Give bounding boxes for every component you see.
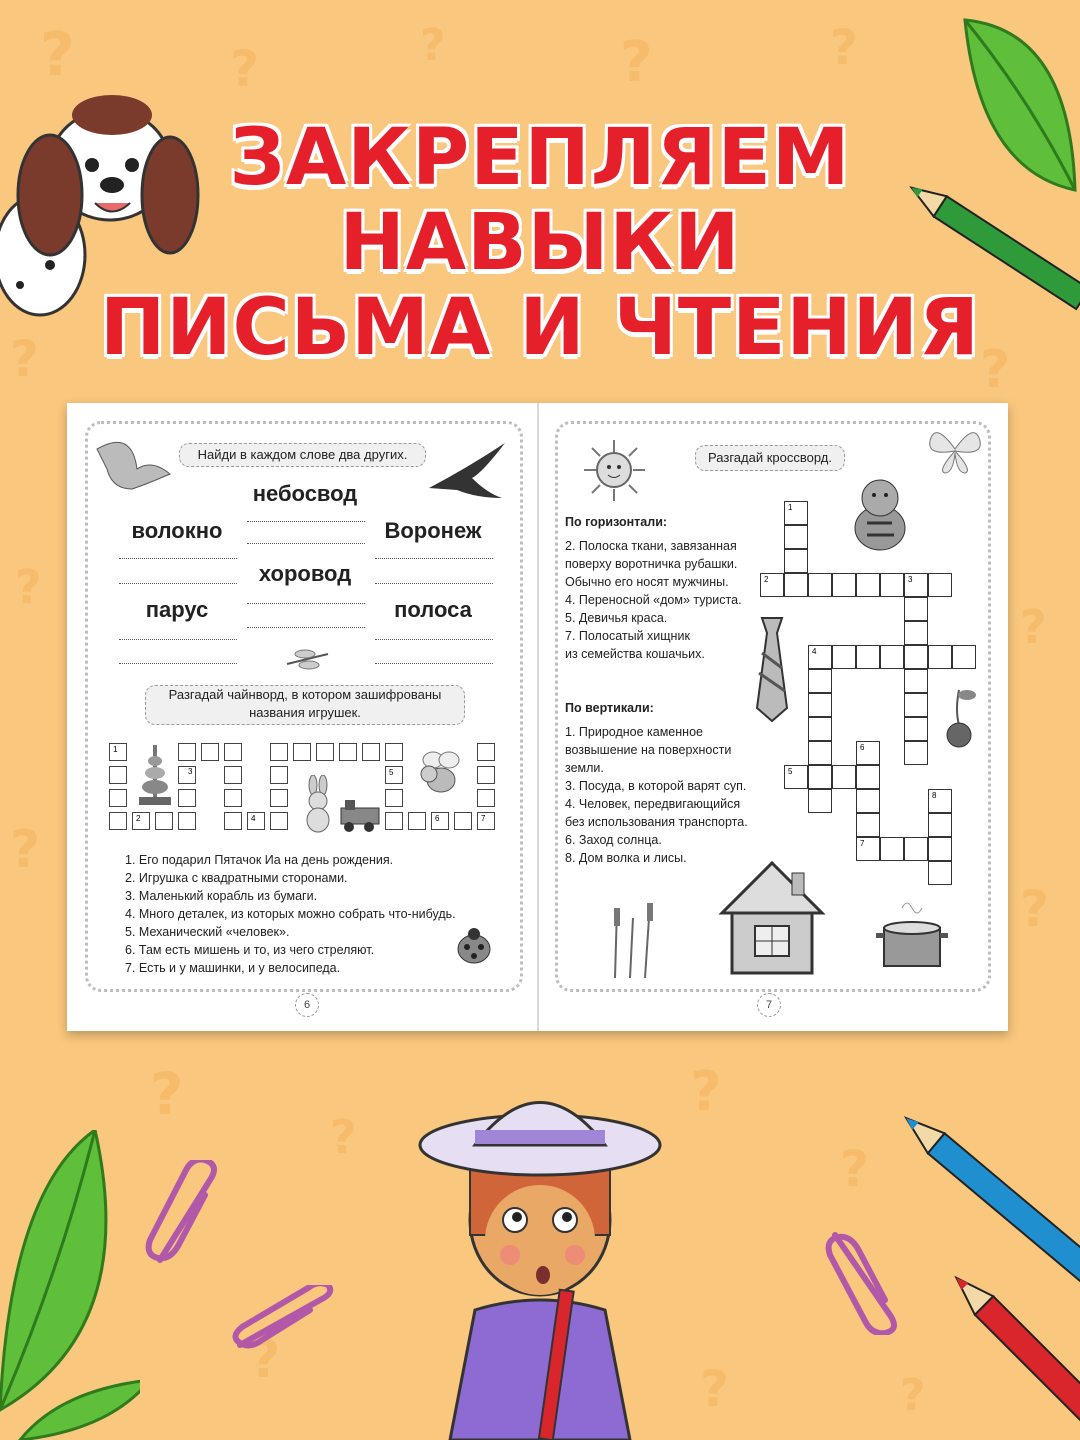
clue-line: 4. Человек, передвигающийся: [565, 797, 741, 811]
crossword-cell[interactable]: [808, 669, 832, 693]
headline-line-1: ЗАКРЕПЛЯЕМ: [229, 113, 851, 203]
cherry-icon: [937, 685, 977, 750]
chainword-cell[interactable]: 6: [431, 812, 449, 830]
question-mark-icon: ?: [40, 20, 75, 90]
headline-line-2: НАВЫКИ: [339, 198, 741, 288]
house-icon: [717, 858, 827, 978]
crossword-cell[interactable]: [856, 573, 880, 597]
answer-line: [247, 543, 365, 544]
question-mark-icon: ?: [10, 820, 41, 880]
girl-illustration: [415, 1070, 665, 1440]
chainword-cell[interactable]: [477, 789, 495, 807]
answer-line: [119, 639, 237, 640]
chainword-cell[interactable]: 2: [132, 812, 150, 830]
butterfly-icon: [925, 421, 985, 476]
clue-line: 6. Там есть мишень и то, из чего стреляют.: [125, 943, 375, 957]
question-mark-icon: ?: [620, 30, 653, 95]
question-mark-icon: ?: [420, 20, 446, 71]
crossword-cell[interactable]: [928, 837, 952, 861]
chainword-cell[interactable]: 5: [385, 766, 403, 784]
chainword-cell[interactable]: [385, 789, 403, 807]
crossword-cell[interactable]: [832, 573, 856, 597]
chainword-cell[interactable]: [362, 743, 380, 761]
chainword-cell[interactable]: [109, 789, 127, 807]
clue-line: из семейства кошачьих.: [565, 647, 705, 661]
crossword-cell[interactable]: [880, 573, 904, 597]
swallow-icon: [427, 438, 507, 508]
paperclip-icon: [140, 1160, 230, 1270]
chainword-cell[interactable]: [224, 789, 242, 807]
crossword-cell[interactable]: 4: [808, 645, 832, 669]
page-number: 7: [757, 993, 781, 1017]
bunny-toy-icon: [303, 775, 333, 833]
word-item: волокно: [131, 518, 223, 543]
crossword-cell[interactable]: [928, 645, 952, 669]
chainword-cell[interactable]: [270, 766, 288, 784]
crossword-cell[interactable]: [808, 693, 832, 717]
question-mark-icon: ?: [250, 1330, 281, 1390]
page-number: 6: [295, 993, 319, 1017]
answer-line: [375, 663, 493, 664]
chainword-cell[interactable]: 4: [247, 812, 265, 830]
crossword-cell[interactable]: 3: [904, 573, 928, 597]
task-crossword: Разгадай кроссворд.: [695, 445, 845, 471]
crossword-cell[interactable]: [904, 837, 928, 861]
clue-line: земли.: [565, 761, 604, 775]
task-find-words: Найди в каждом слове два других.: [179, 443, 426, 467]
pencil-red: [950, 1260, 1080, 1440]
pyramid-toy-icon: [137, 743, 173, 809]
question-mark-icon: ?: [15, 560, 42, 614]
answer-line: [119, 663, 237, 664]
chainword-cell[interactable]: [224, 743, 242, 761]
question-mark-icon: ?: [1020, 600, 1047, 654]
clue-line: 1. Природное каменное: [565, 725, 703, 739]
reeds-icon: [605, 898, 660, 978]
leaf-bottom-left: [0, 1130, 140, 1440]
question-mark-icon: ?: [690, 1060, 722, 1123]
crossword-cell[interactable]: 6: [856, 741, 880, 765]
answer-line: [247, 603, 365, 604]
pot-icon: [872, 893, 952, 973]
tie-icon: [747, 613, 792, 723]
crossword-cell[interactable]: 1: [784, 501, 808, 525]
chainword-cell[interactable]: [178, 789, 196, 807]
crossword-cell[interactable]: [808, 765, 832, 789]
book-spine: [537, 403, 539, 1031]
chainword-cell[interactable]: [316, 743, 334, 761]
clue-line: 2. Полоска ткани, завязанная: [565, 539, 737, 553]
crossword-cell[interactable]: [880, 645, 904, 669]
word-item: парус: [145, 597, 209, 622]
clue-line: Обычно его носят мужчины.: [565, 575, 729, 589]
clue-line: поверху воротничка рубашки.: [565, 557, 738, 571]
crossword-cell[interactable]: [856, 813, 880, 837]
clue-line: 3. Маленький корабль из бумаги.: [125, 889, 318, 903]
chainword-cell[interactable]: [178, 743, 196, 761]
vertical-title: По вертикали:: [565, 701, 654, 715]
chainword-cell[interactable]: [155, 812, 173, 830]
clue-line: 5. Девичья краса.: [565, 611, 668, 625]
crossword-cell[interactable]: [952, 645, 976, 669]
chainword-cell[interactable]: [477, 766, 495, 784]
clue-line: 7. Есть и у машинки, и у велосипеда.: [125, 961, 341, 975]
word-item: небосвод: [252, 481, 358, 506]
bee-toy-icon: [415, 748, 467, 800]
chainword-cell[interactable]: [408, 812, 426, 830]
chainword-cell[interactable]: [270, 812, 288, 830]
chainword-cell[interactable]: [293, 743, 311, 761]
headline-line-3: ПИСЬМА И ЧТЕНИЯ: [100, 283, 980, 373]
answer-line: [119, 558, 237, 559]
word-item: полоса: [394, 597, 472, 622]
clue-line: 6. Заход солнца.: [565, 833, 662, 847]
crossword-cell[interactable]: [832, 645, 856, 669]
crossword-cell[interactable]: [856, 645, 880, 669]
crossword-cell[interactable]: [808, 789, 832, 813]
paperclip-icon: [230, 1285, 340, 1355]
chainword-cell[interactable]: [109, 812, 127, 830]
crossword-cell[interactable]: [856, 765, 880, 789]
crossword-cell[interactable]: [904, 693, 928, 717]
clue-line: 1. Его подарил Пятачок Иа на день рождения.: [125, 853, 394, 867]
chainword-cell[interactable]: [109, 766, 127, 784]
chainword-cell[interactable]: [339, 743, 357, 761]
clue-line: 4. Переносной «дом» туриста.: [565, 593, 742, 607]
horizontal-title: По горизонтали:: [565, 515, 668, 529]
word-item: Воронеж: [384, 518, 482, 543]
clue-line: 2. Игрушка с квадратными сторонами.: [125, 871, 348, 885]
paperclip-icon: [820, 1225, 910, 1335]
clue-line: 3. Посуда, в которой варят суп.: [565, 779, 747, 793]
task-chainword: [145, 685, 465, 725]
task-chainword-line-1: Разгадай чайнворд, в котором зашифрованы: [168, 687, 442, 702]
crossword-cell[interactable]: 2: [760, 573, 784, 597]
chainword-cell[interactable]: 3: [188, 767, 193, 776]
chainword-cell[interactable]: [477, 743, 495, 761]
chainword-cell[interactable]: 1: [109, 743, 127, 761]
crossword-cell[interactable]: [808, 741, 832, 765]
question-mark-icon: ?: [230, 40, 260, 98]
question-mark-icon: ?: [900, 1370, 926, 1421]
question-mark-icon: ?: [330, 1110, 357, 1164]
crossword-cell[interactable]: [784, 525, 808, 549]
crossword-cell[interactable]: [928, 861, 952, 885]
clue-line: 7. Полосатый хищник: [565, 629, 690, 643]
clue-line: 8. Дом волка и лисы.: [565, 851, 687, 865]
answer-line: [375, 583, 493, 584]
crossword-cell[interactable]: 7: [856, 837, 880, 861]
chainword-cell[interactable]: [224, 766, 242, 784]
crossword-cell[interactable]: [904, 621, 928, 645]
crossword-cell[interactable]: [808, 717, 832, 741]
crossword-cell[interactable]: [928, 573, 952, 597]
question-mark-icon: ?: [840, 1140, 870, 1198]
answer-line: [119, 583, 237, 584]
chainword-cell[interactable]: [385, 812, 403, 830]
train-toy-icon: [339, 798, 381, 833]
answer-line: [375, 639, 493, 640]
vertical-clues: [565, 699, 748, 867]
chainword-cell[interactable]: [270, 789, 288, 807]
clue-line: возвышение на поверхности: [565, 743, 732, 757]
crossword-cell[interactable]: [856, 789, 880, 813]
crossword-cell[interactable]: [904, 645, 928, 669]
question-mark-icon: ?: [1020, 880, 1050, 938]
chainword-cell[interactable]: [270, 743, 288, 761]
question-mark-icon: ?: [830, 20, 858, 76]
crossword-cell[interactable]: [928, 813, 952, 837]
sun-icon: [582, 438, 647, 503]
question-mark-icon: ?: [10, 330, 40, 388]
chainword-cell[interactable]: 7: [477, 812, 495, 830]
crossword-cell[interactable]: [904, 741, 928, 765]
chainword-cell[interactable]: [201, 743, 219, 761]
horizontal-clues: [565, 513, 742, 663]
crossword-cell[interactable]: 5: [784, 765, 808, 789]
ladybug-icon: [452, 923, 497, 968]
clue-line: 4. Много деталек, из которых можно собрать что-нибудь.: [125, 907, 456, 921]
answer-line: [247, 627, 365, 628]
chainword-cell[interactable]: [178, 812, 196, 830]
chainword-cell[interactable]: [385, 743, 403, 761]
crossword-cell[interactable]: [808, 573, 832, 597]
question-mark-icon: ?: [150, 1060, 184, 1128]
crossword-cell[interactable]: 8: [928, 789, 952, 813]
crossword-cell[interactable]: [904, 597, 928, 621]
answer-line: [375, 558, 493, 559]
clue-line: без использования транспорта.: [565, 815, 748, 829]
question-mark-icon: ?: [700, 1360, 730, 1418]
word-item: хоровод: [258, 561, 352, 586]
task-chainword-line-2: названия игрушек.: [249, 705, 361, 720]
seagull-icon: [92, 429, 172, 504]
chainword-cell[interactable]: [224, 812, 242, 830]
tiger-icon: [842, 473, 917, 553]
chainword-cell[interactable]: [454, 812, 472, 830]
crossword-cell[interactable]: [880, 837, 904, 861]
dragonfly-icon: [285, 646, 330, 671]
question-mark-icon: ?: [980, 340, 1011, 400]
answer-line: [247, 521, 365, 522]
crossword-cell[interactable]: [832, 765, 856, 789]
crossword-cell[interactable]: [784, 549, 808, 573]
clue-line: 5. Механический «человек».: [125, 925, 290, 939]
crossword-cell[interactable]: [904, 717, 928, 741]
crossword-cell[interactable]: [904, 669, 928, 693]
workbook-spread: [67, 403, 1008, 1031]
chainword-clues: [125, 851, 456, 977]
crossword-cell[interactable]: [784, 573, 808, 597]
